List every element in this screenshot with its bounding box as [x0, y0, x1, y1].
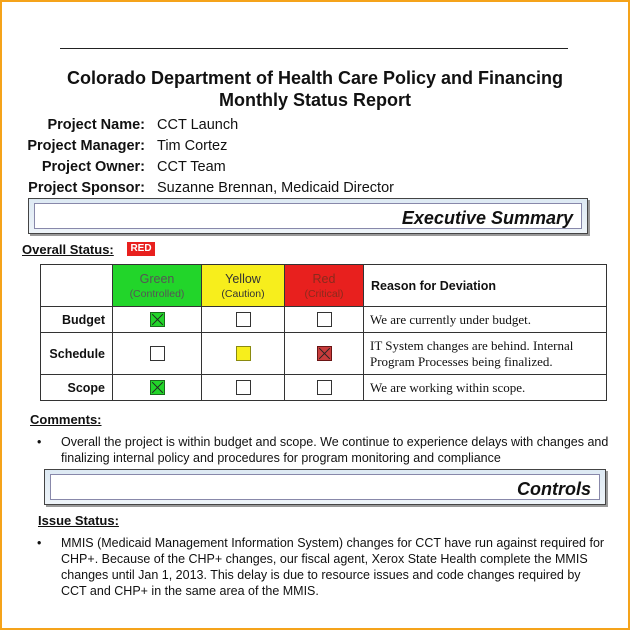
schedule-red-cell	[285, 333, 364, 375]
budget-yellow-checkbox[interactable]	[236, 312, 251, 327]
budget-row	[41, 307, 607, 333]
controls-title: Controls	[517, 479, 591, 499]
project-owner-value: CCT Team	[157, 158, 226, 175]
project-name-label: Project Name:	[47, 116, 145, 133]
schedule-label: Schedule	[41, 333, 113, 375]
issue-status-text: MMIS (Medicaid Management Information System) changes for CCT have run against required for CHP+. Because of the CHP+ changes, our fiscal agent, Xerox State Health complete the MMIS changes until Jan 1, 2013. This delay is due to resource issues and code changes required by CCT and CHP+ in the same area of the MMIS.	[61, 536, 605, 598]
header-yellow	[202, 265, 285, 307]
scope-green-cell	[113, 375, 202, 401]
scope-red-checkbox[interactable]	[317, 380, 332, 395]
overall-status-badge: RED	[127, 242, 155, 256]
project-name-row	[0, 114, 630, 135]
project-sponsor-row	[0, 177, 630, 198]
project-name-value: CCT Launch	[157, 116, 239, 133]
comments-bullet	[37, 434, 621, 466]
budget-red-checkbox[interactable]	[317, 312, 332, 327]
issue-status-bullet	[37, 535, 606, 599]
scope-yellow-cell	[202, 375, 285, 401]
controls-banner	[44, 469, 606, 505]
project-sponsor-value: Suzanne Brennan, Medicaid Director	[157, 179, 394, 196]
budget-green-cell	[113, 307, 202, 333]
scope-green-checkbox[interactable]	[150, 380, 165, 395]
executive-summary-banner	[28, 198, 588, 234]
project-sponsor-label: Project Sponsor:	[28, 179, 145, 196]
report-title: Colorado Department of Health Care Policy and Financing	[66, 68, 564, 88]
budget-yellow-cell	[202, 307, 285, 333]
schedule-row	[41, 333, 607, 375]
comments-heading: Comments:	[30, 412, 102, 427]
header-empty-cell	[41, 265, 113, 307]
overall-status-label: Overall Status:	[22, 242, 114, 257]
header-green-name: Green	[139, 271, 175, 286]
issue-status-heading: Issue Status:	[38, 513, 119, 528]
project-owner-label: Project Owner:	[41, 158, 145, 175]
header-yellow-sub: (Caution)	[221, 287, 265, 300]
scope-red-cell	[285, 375, 364, 401]
header-red-name: Red	[312, 271, 336, 286]
bullet-dot: •	[37, 435, 42, 449]
schedule-reason: IT System changes are behind. Internal Program Processes being finalized.	[364, 333, 607, 375]
comments-text: Overall the project is within budget and scope. We continue to experience delays with changes and finalizing internal policy and procedures for program monitoring and compliance	[61, 435, 609, 465]
project-info	[0, 114, 630, 198]
report-subtitle: Monthly Status Report	[219, 90, 411, 110]
controls-inner	[50, 474, 600, 500]
executive-summary-inner	[34, 203, 582, 229]
scope-label: Scope	[41, 375, 113, 401]
project-manager-label: Project Manager:	[27, 137, 145, 154]
header-red	[285, 265, 364, 307]
executive-summary-title: Executive Summary	[401, 208, 573, 228]
header-yellow-name: Yellow	[225, 271, 261, 286]
header-red-sub: (Critical)	[304, 287, 344, 300]
header-green	[113, 265, 202, 307]
schedule-green-checkbox[interactable]	[150, 346, 165, 361]
schedule-green-cell	[113, 333, 202, 375]
top-rule	[60, 48, 568, 49]
status-header-row	[41, 265, 607, 307]
status-table	[40, 264, 607, 401]
project-owner-row	[0, 156, 630, 177]
schedule-red-checkbox[interactable]	[317, 346, 332, 361]
budget-green-checkbox[interactable]	[150, 312, 165, 327]
schedule-yellow-checkbox[interactable]	[236, 346, 251, 361]
budget-red-cell	[285, 307, 364, 333]
scope-yellow-checkbox[interactable]	[236, 380, 251, 395]
scope-reason: We are working within scope.	[364, 375, 607, 401]
schedule-yellow-cell	[202, 333, 285, 375]
bullet-dot: •	[37, 536, 42, 550]
budget-reason: We are currently under budget.	[364, 307, 607, 333]
project-manager-row	[0, 135, 630, 156]
budget-label: Budget	[41, 307, 113, 333]
header-green-sub: (Controlled)	[129, 287, 185, 300]
header-reason: Reason for Deviation	[364, 265, 607, 307]
scope-row	[41, 375, 607, 401]
project-manager-value: Tim Cortez	[157, 137, 228, 154]
